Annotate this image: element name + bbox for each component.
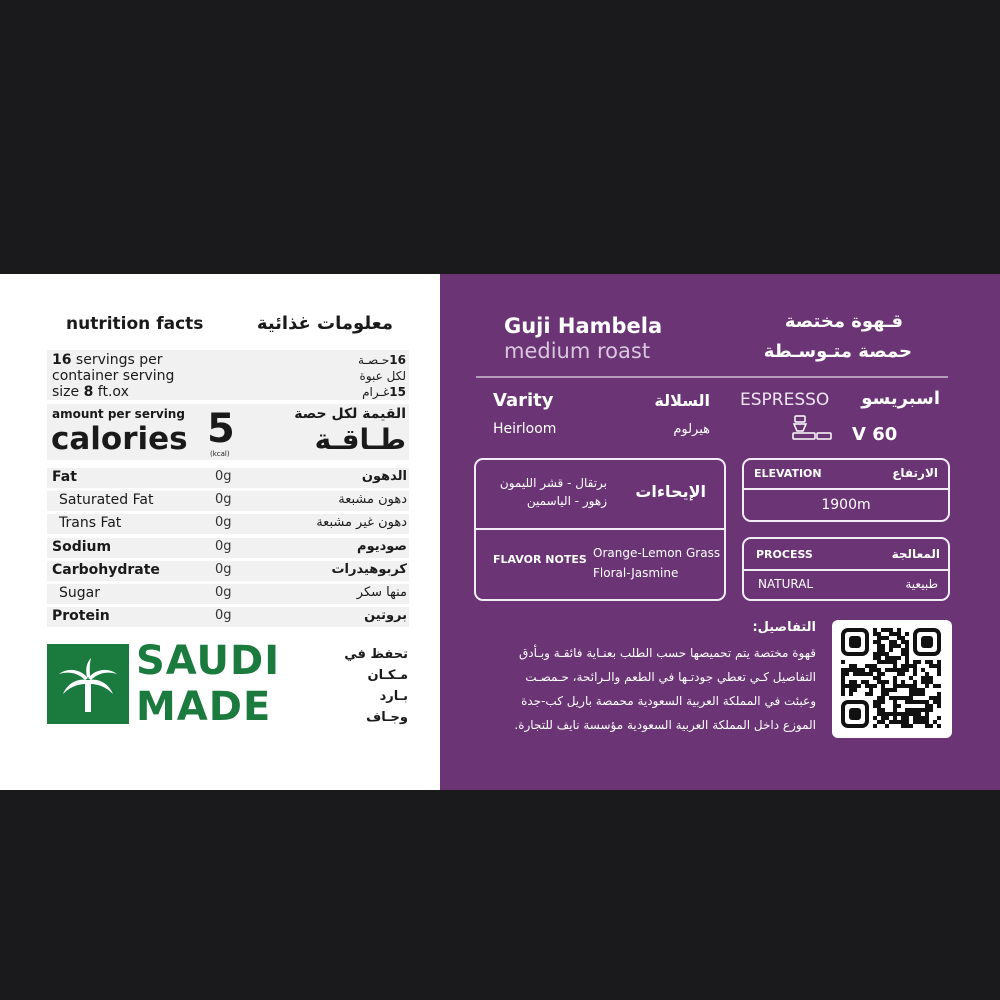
process-label-ar: المعالجة [891,547,940,561]
nutrient-name-ar: صوديوم [357,538,407,554]
process-divider [744,569,948,571]
servings-block [47,350,409,400]
nutrient-value: 0g [215,561,232,577]
nutrient-name: Protein [52,608,110,625]
calories-value: 5 [207,406,235,452]
nutrient-name: Sodium [52,538,112,555]
roast-level: medium roast [504,339,651,363]
saudi-made-logo-mark [47,644,129,724]
calories-unit: (kcal) [210,450,230,458]
process-label: PROCESS [756,548,813,561]
flavor-notes-en: Orange-Lemon Grass Floral-Jasmine [593,546,721,580]
qr-code-icon [832,620,952,738]
divider [476,376,948,378]
nutrient-name-ar: دهون مشبعة [338,492,407,508]
nutrient-name-ar: الدهون [361,469,407,484]
nutrient-value: 0g [215,585,232,600]
dripper-icon [792,414,834,446]
storage-instructions: تحفظ في مـكـان بـارد وجـاف [344,647,408,725]
calories-label: calories [51,421,188,457]
nutrient-name: Trans Fat [59,515,122,532]
calories-label-ar: طـاقـة [314,423,406,456]
details-text: قهوة مختصة يتم تحميصها حسب الطلب بعنـاية فائقـة وبـأدق التفاصيل كـي تعطي جودتـها في الطعم والـرائحة، حـمصـت وعبئت في المملكة العربية السعودية محمصة باريل كب-جدة الموزع داخل المملكة العربية السعودية مؤسسة نايف للتجارة. [514,646,816,732]
nutrient-name-ar: بروتين [364,608,407,624]
qr-code[interactable] [832,620,952,738]
title-ar-line2: حمصة متـوسـطة [763,341,912,362]
method-espresso-ar: اسبريسو [861,388,940,409]
coffee-label [0,274,1000,790]
nutrient-name-ar: منها سكر [356,585,407,600]
servings-text-en: 16 servings per container serving size 8 ft.ox [52,352,175,400]
variety-value: Heirloom [493,421,557,437]
nutrition-title-en: nutrition facts [66,314,204,334]
details-title: التفاصيل: [752,620,816,635]
elevation-box [742,458,950,522]
nutrient-name: Fat [52,469,77,485]
elevation-label-ar: الارتفاع [892,466,938,480]
nutrient-row [47,607,409,627]
process-box [742,537,950,601]
palm-tree-icon [47,644,129,724]
elevation-value: 1900m [821,497,871,513]
nutrition-title-ar: معلومات غذائية [256,313,393,334]
variety-label-ar: السلالة [654,391,710,410]
flavor-notes-box [474,458,726,601]
nutrient-row [47,561,409,581]
elevation-divider [744,488,948,490]
nutrient-value: 0g [215,608,232,624]
flavor-notes-label-ar: الإيحاءات [635,482,706,501]
nutrient-row [47,584,409,604]
flavor-notes-divider [476,528,724,530]
process-value-ar: طبيعية [905,577,938,591]
nutrient-value: 0g [215,538,232,554]
process-value: NATURAL [758,577,814,591]
calories-block [47,404,409,460]
variety-value-ar: هيرلوم [673,422,710,437]
calories-per-serving-ar: القيمة لكل حصة [294,406,406,422]
nutrient-value: 0g [215,492,232,508]
nutrient-value: 0g [215,469,232,484]
nutrient-value: 0g [215,515,232,531]
method-espresso: ESPRESSO [740,390,830,410]
nutrient-name-ar: كربوهيدرات [331,561,407,577]
flavor-notes-ar: برتقال - قشر الليمون زهور - الياسمين [499,476,607,508]
servings-text-ar: 16حـصـة لكل عبوة 15غـرام [358,353,406,399]
flavor-notes-label-en: FLAVOR NOTES [493,553,587,566]
saudi-made-line1: SAUDI [136,638,281,684]
coffee-info-panel [440,274,1000,790]
saudi-made-line2: MADE [136,684,272,730]
nutrition-panel [0,274,440,790]
method-v60: V 60 [852,424,898,445]
elevation-label: ELEVATION [754,467,822,480]
nutrient-name: Carbohydrate [52,561,160,578]
nutrient-row [47,538,409,558]
title-ar-line1: قـهوة مختصة [784,311,903,332]
product-name: Guji Hambela [504,314,663,338]
nutrient-row [47,468,409,488]
amount-per-serving: amount per serving [52,407,185,421]
variety-label: Varity [493,390,554,411]
nutrient-row [47,491,409,511]
nutrient-name: Sugar [59,585,100,601]
nutrient-row [47,514,409,534]
nutrient-name-ar: دهون غير مشبعة [316,515,407,531]
nutrient-name: Saturated Fat [59,492,154,509]
